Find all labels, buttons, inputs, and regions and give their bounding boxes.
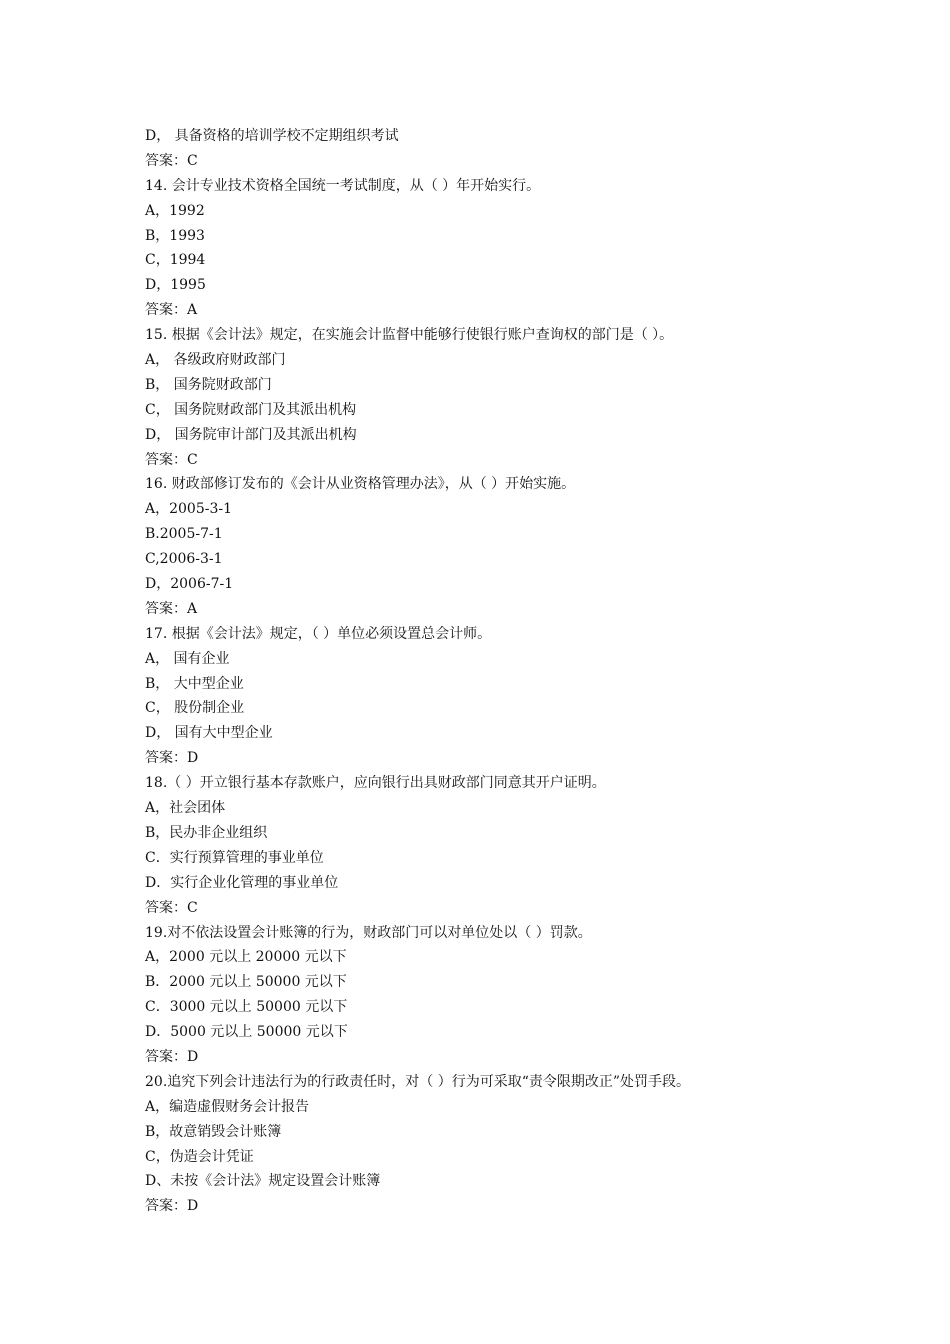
option-line: A，编造虚假财务会计报告 [145, 1098, 310, 1115]
option-line: B．2000 元以上 50000 元以下 [145, 974, 347, 991]
option-line: C，伪造会计凭证 [145, 1148, 254, 1165]
option-line: D，1995 [145, 277, 206, 294]
option-line: C，1994 [145, 252, 206, 269]
option-line: B， 大中型企业 [145, 675, 244, 692]
option-line: D， 国有大中型企业 [145, 725, 273, 742]
answer-line: 答案：D [145, 750, 199, 767]
question-line: 17. 根据《会计法》规定，（ ）单位必须设置总会计师。 [145, 625, 492, 642]
option-line: A，1992 [145, 202, 205, 219]
answer-line: 答案：C [145, 152, 198, 169]
option-line: D， 具备资格的培训学校不定期组织考试 [145, 128, 399, 144]
option-line: A， 各级政府财政部门 [145, 352, 286, 369]
option-line: A，2000 元以上 20000 元以下 [145, 949, 347, 966]
document-body [145, 124, 845, 1219]
option-line: D．5000 元以上 50000 元以下 [145, 1024, 348, 1041]
option-line: C,2006-3-1 [145, 551, 223, 568]
option-line: B，1993 [145, 227, 205, 244]
question-line: 20.追究下列会计违法行为的行政责任时，对（ ）行为可采取“责令限期改正”处罚手段。 [145, 1073, 691, 1090]
option-line: A，社会团体 [145, 800, 226, 817]
option-line: B.2005-7-1 [145, 526, 223, 543]
answer-line: 答案：D [145, 1198, 199, 1215]
option-line: D．实行企业化管理的事业单位 [145, 874, 339, 891]
option-line: C， 国务院财政部门及其派出机构 [145, 401, 357, 418]
answer-line: 答案：D [145, 1048, 199, 1065]
question-line: 18.（ ）开立银行基本存款账户，应向银行出具财政部门同意其开户证明。 [145, 775, 606, 792]
question-line: 14. 会计专业技术资格全国统一考试制度，从（ ）年开始实行。 [145, 177, 541, 194]
option-line: A， 国有企业 [145, 650, 230, 667]
question-line: 16. 财政部修订发布的《会计从业资格管理办法》，从（ ）开始实施。 [145, 476, 576, 493]
option-line: A，2005-3-1 [145, 501, 233, 518]
option-line: C， 股份制企业 [145, 700, 245, 717]
option-line: B， 国务院财政部门 [145, 376, 272, 393]
option-line: D，2006-7-1 [145, 576, 234, 593]
answer-line: 答案：C [145, 451, 198, 468]
answer-line: 答案：A [145, 302, 198, 319]
option-line: B，故意销毁会计账簿 [145, 1123, 282, 1140]
question-line: 15. 根据《会计法》规定，在实施会计监督中能够行使银行账户查询权的部门是（ ）。 [145, 327, 674, 344]
option-line: C．3000 元以上 50000 元以下 [145, 999, 348, 1016]
question-line: 19.对不依法设置会计账簿的行为，财政部门可以对单位处以（ ）罚款。 [145, 924, 592, 941]
option-line: C．实行预算管理的事业单位 [145, 849, 324, 866]
option-line: D、未按《会计法》规定设置会计账簿 [145, 1173, 381, 1190]
answer-line: 答案：C [145, 899, 198, 916]
option-line: D， 国务院审计部门及其派出机构 [145, 426, 357, 443]
answer-line: 答案：A [145, 600, 198, 617]
option-line: B，民办非企业组织 [145, 824, 268, 841]
